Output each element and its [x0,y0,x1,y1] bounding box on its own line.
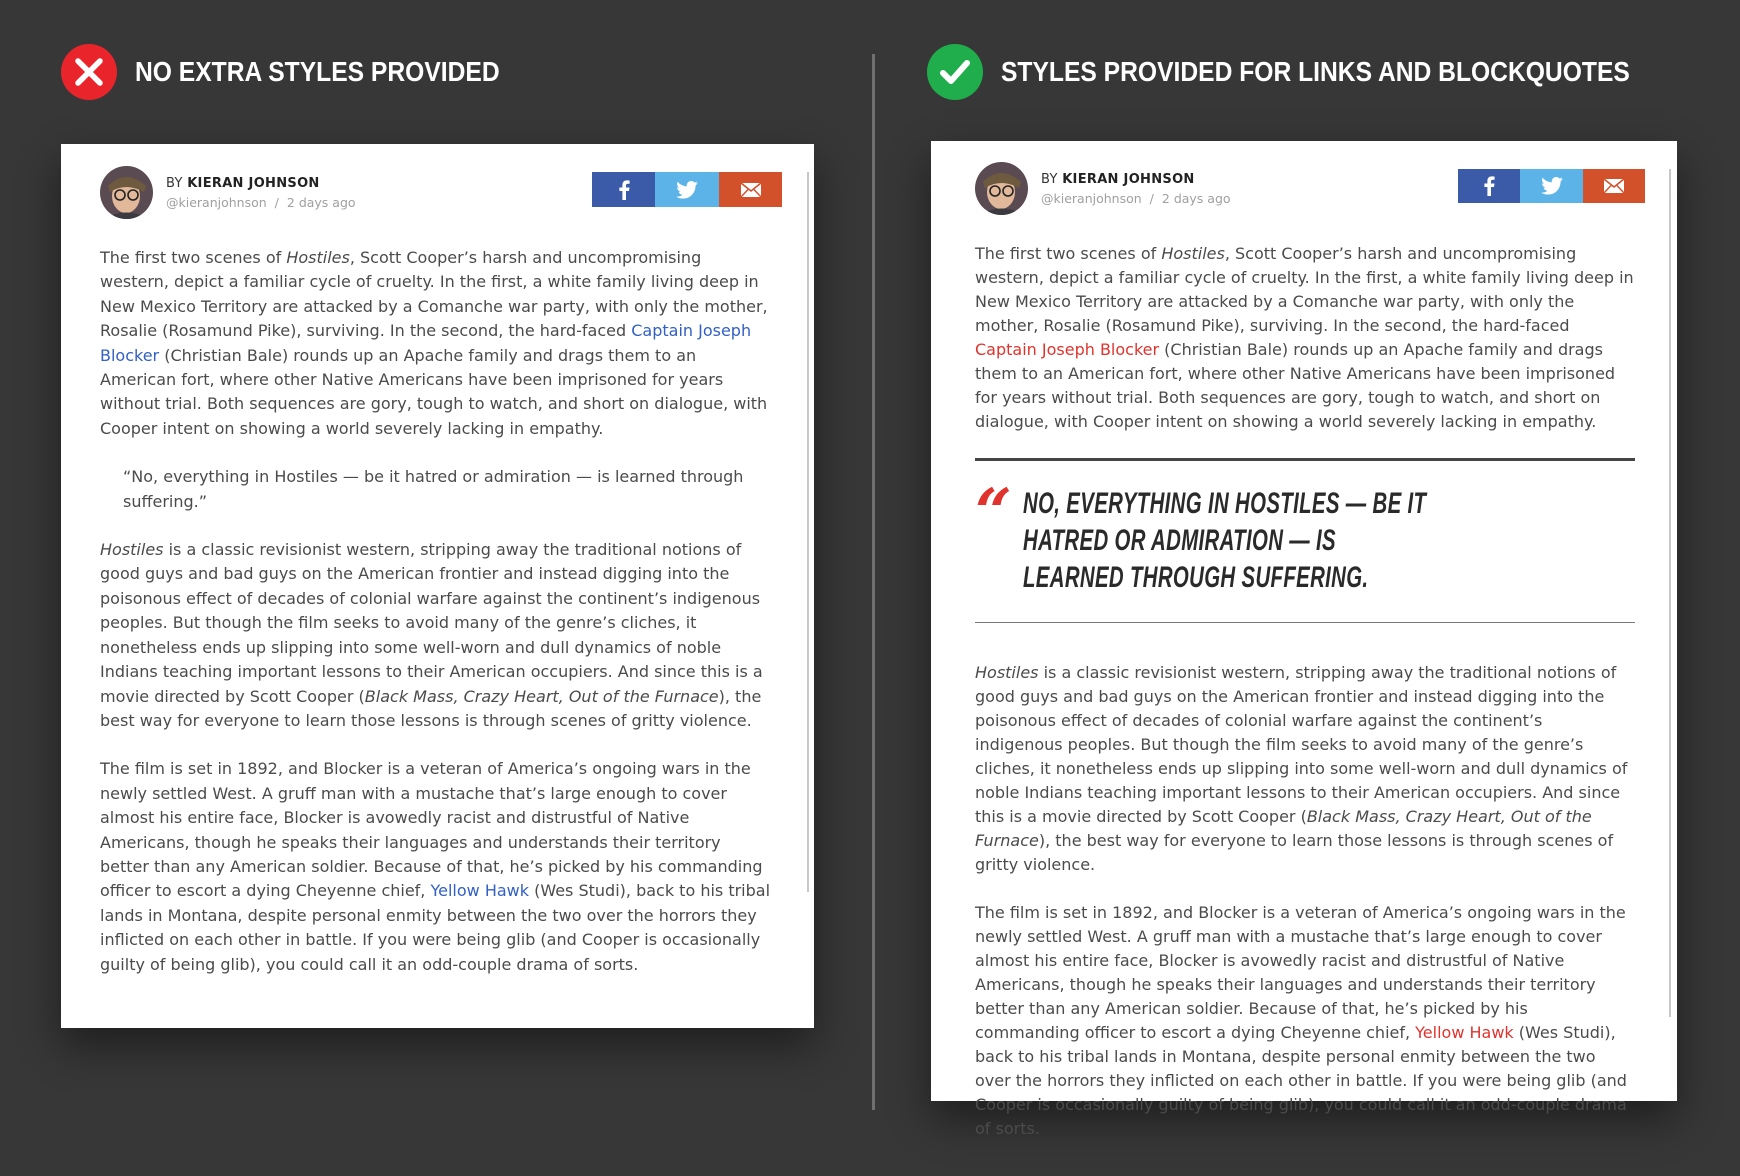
text: ), the best way for everyone to learn those lessons is through scenes of gritty violence. [100,686,762,730]
right-header [927,44,1716,100]
paragraph-3 [100,757,772,977]
separator: / [1149,190,1154,206]
twitter-share-button[interactable] [1520,169,1583,203]
author-meta [1041,172,1231,206]
author-handle [166,195,356,210]
paragraph-2 [975,661,1635,877]
link-yellow-hawk[interactable]: Yellow Hawk [1415,1023,1514,1042]
text: , Scott Cooper’s harsh and uncompromising western, depict a familiar cycle of cruelty. In the first, a white family living deep in New Mexico Territory are attacked by a Comanche war party, with only the mother, Rosalie (Rosamund Pike), surviving. In the second, the hard-faced [100,248,768,341]
blockquote [975,458,1635,623]
twitter-icon [676,181,698,199]
scrollbar[interactable] [807,172,809,892]
left-header [61,44,549,100]
email-share-button[interactable] [719,172,782,207]
byline [1041,172,1231,187]
byline [166,176,356,191]
emphasis: Hostiles [286,248,350,267]
author-block [975,162,1231,215]
text: The film is set in 1892, and Blocker is a veteran of America’s ongoing wars in the newly settled West. A gruff man with a mustache that’s large enough to cover almost his entire face, Blocker is avowedly racist and distrustful of Native Americans, though he speaks their languages and understands their territory better than any American soldier. Because of that, he’s picked by his commanding officer to escort a dying Cheyenne chief, [975,903,1626,1042]
text: , Scott Cooper’s harsh and uncompromising western, depict a familiar cycle of cruelty. In the first, a white family living deep in New Mexico Territory are attacked by a Comanche war party, with only the mother, Rosalie (Rosamund Pike), surviving. In the second, the hard-faced [975,244,1634,335]
author-block [100,166,356,219]
article-body [975,242,1635,1141]
post-date: 2 days ago [286,194,356,210]
check-icon [927,44,983,100]
link-captain-joseph-blocker[interactable]: Captain Joseph Blocker [100,321,752,365]
facebook-icon [1483,176,1495,196]
paragraph-1 [975,242,1635,434]
x-icon [61,44,117,100]
facebook-icon [618,180,630,200]
blockquote: “No, everything in Hostiles — be it hatred or admiration — is learned through suffering.” [123,467,744,511]
text: is a classic revisionist western, stripping away the traditional notions of good guys and bad guys on the American frontier and instead digging into the poisonous effect of decades of colonial warfare against the continent’s indigenous peoples. But though the film seeks to avoid many of the genre’s cliches, it nonetheless ends up slipping into some well-worn and dull dynamics of noble Indians teaching important lessons to their American occupiers. And since this is a movie directed by Scott Cooper ( [975,663,1628,826]
text: The film is set in 1892, and Blocker is a veteran of America’s ongoing wars in the newly settled West. A gruff man with a mustache that’s large enough to cover almost his entire face, Blocker is avowedly racist and distrustful of Native Americans, though he speaks their languages and understands their territory better than any American soldier. Because of that, he’s picked by his commanding officer to escort a dying Cheyenne chief, [100,759,763,901]
paragraph-1 [100,246,772,441]
link-yellow-hawk[interactable]: Yellow Hawk [430,881,529,901]
separator: / [274,194,279,210]
handle[interactable]: @kieranjohnson [166,194,267,210]
twitter-icon [1541,177,1563,195]
author-meta [166,176,356,210]
share-buttons [592,172,782,207]
post-date: 2 days ago [1161,190,1231,206]
by-prefix: BY [166,175,183,191]
paragraph-2 [100,538,772,733]
text: (Christian Bale) rounds up an Apache family and drags them to an American fort, where other Native Americans have been imprisoned for years without trial. Both sequences are gory, tough to watch, and short on dialogue, with Cooper intent on showing a world severely lacking in empathy. [100,345,768,438]
paragraph-3 [975,901,1635,1141]
article-card-unstyled [61,144,814,1028]
facebook-share-button[interactable] [1458,169,1520,203]
emphasis: Black Mass, Crazy Heart, Out of the Furnace [975,807,1592,850]
author-name[interactable]: KIERAN JOHNSON [1062,171,1195,187]
share-buttons [1458,169,1645,203]
email-icon [740,182,762,198]
handle[interactable]: @kieranjohnson [1041,190,1142,206]
right-heading: STYLES PROVIDED FOR LINKS AND BLOCKQUOTES [1001,56,1630,87]
email-icon [1603,178,1625,194]
by-prefix: BY [1041,171,1058,187]
text: (Christian Bale) rounds up an Apache family and drags them to an American fort, where other Native Americans have been imprisoned for years without trial. Both sequences are gory, tough to watch, and short on dialogue, with Cooper intent on showing a world severely lacking in empathy. [975,340,1616,431]
scrollbar[interactable] [1669,169,1671,1017]
text: (Wes Studi), back to his tribal lands in Montana, despite personal enmity between the two over the horrors they inflicted on each other in battle. If you were being glib (and Cooper is occasionally guilty of being glib), you could call it an odd-couple drama of sorts. [100,881,771,974]
twitter-share-button[interactable] [655,172,719,207]
email-share-button[interactable] [1583,169,1645,203]
emphasis: Hostiles [975,663,1039,682]
avatar[interactable] [975,162,1028,215]
text: ), the best way for everyone to learn those lessons is through scenes of gritty violence. [975,831,1614,874]
article-card-styled [931,141,1677,1138]
text: (Wes Studi), back to his tribal lands in Montana, despite personal enmity between the two over the horrors they inflicted on each other in battle. If you were being glib (and Cooper is occasionally guilty of being glib), you could call it an odd-couple drama of sorts. [975,1023,1627,1138]
text: The first two scenes of [100,248,287,267]
blockquote-text: NO, EVERYTHING IN HOSTILES — BE IT HATRED OR ADMIRATION — IS LEARNED THROUGH SUFFERING. [1023,487,1427,594]
author-name[interactable]: KIERAN JOHNSON [187,175,320,191]
emphasis: Hostiles [1161,244,1225,263]
text: The first two scenes of [975,244,1162,263]
panel-divider [872,54,875,1110]
emphasis: Hostiles [100,540,164,560]
text: is a classic revisionist western, stripping away the traditional notions of good guys and bad guys on the American frontier and instead digging into the poisonous effect of decades of colonial warfare against the continent’s indigenous peoples. But though the film seeks to avoid many of the genre’s cliches, it nonetheless ends up slipping into some well-worn and dull dynamics of noble Indians teaching important lessons to their American occupiers. And since this is a movie directed by Scott Cooper ( [100,540,763,706]
avatar[interactable] [100,166,153,219]
facebook-share-button[interactable] [592,172,655,207]
author-handle [1041,191,1231,206]
article-body [100,246,772,977]
emphasis: Black Mass, Crazy Heart, Out of the Furnace [364,686,719,706]
quote-mark-icon: “ [975,475,1012,550]
link-captain-joseph-blocker[interactable]: Captain Joseph Blocker [975,340,1160,359]
left-heading: NO EXTRA STYLES PROVIDED [135,56,500,87]
